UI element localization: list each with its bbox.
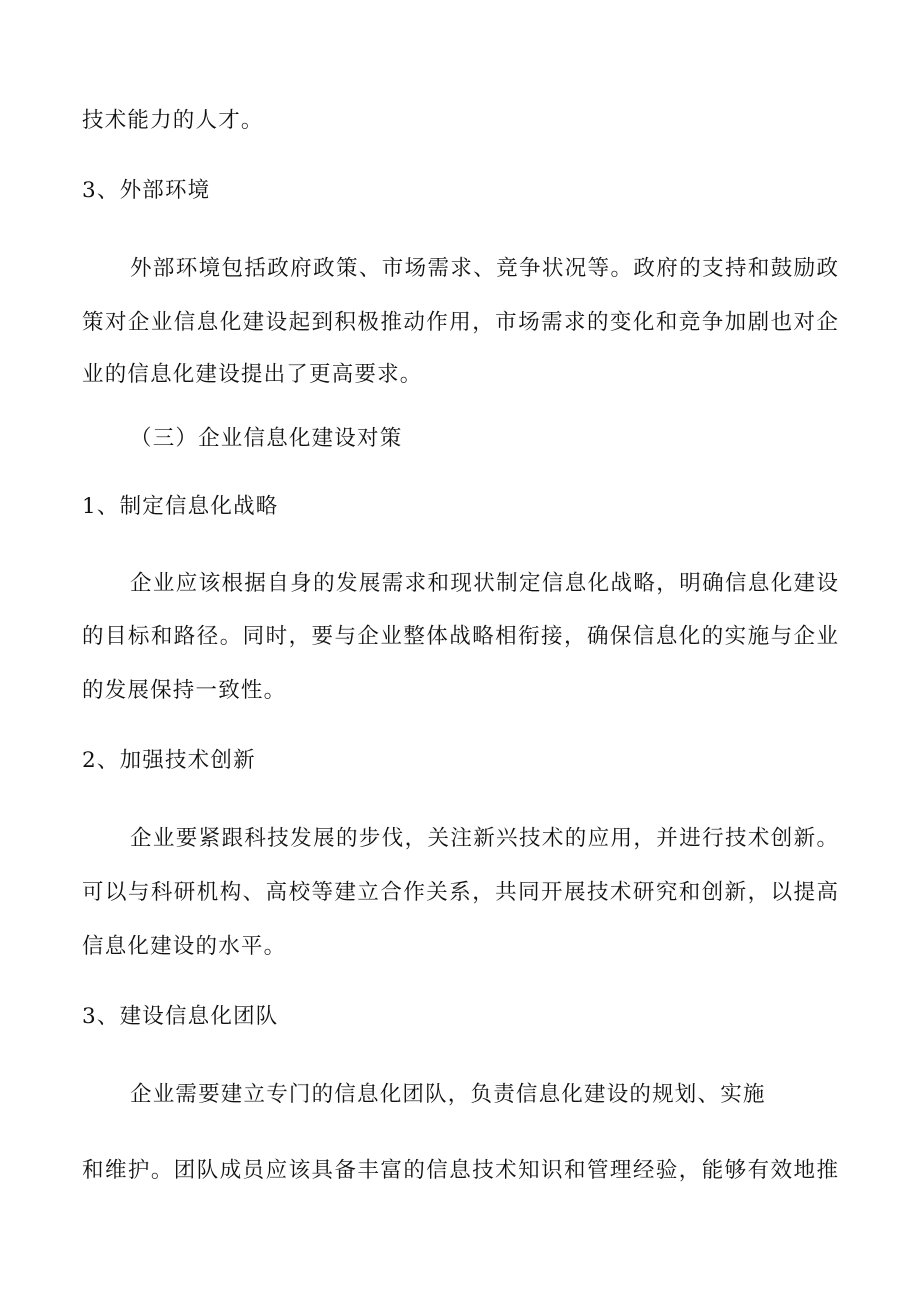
paragraph-line: 企业应该根据自身的发展需求和现状制定信息化战略，明确信息化建设 — [130, 571, 838, 596]
paragraph-line: 策对企业信息化建设起到积极推动作用，市场需求的变化和竞争加剧也对企 — [82, 310, 838, 335]
paragraph-line: 信息化建设的水平。 — [82, 934, 287, 959]
paragraph-line: 业的信息化建设提出了更高要求。 — [82, 362, 423, 387]
paragraph-line: 企业要紧跟科技发展的步伐，关注新兴技术的应用，并进行技术创新。 — [130, 826, 838, 851]
section-heading: 3、建设信息化团队 — [82, 1004, 279, 1029]
section-heading: 3、外部环境 — [82, 178, 211, 203]
paragraph-line: 企业需要建立专门的信息化团队，负责信息化建设的规划、实施 — [130, 1082, 766, 1107]
paragraph-line: 的发展保持一致性。 — [82, 678, 287, 703]
paragraph-line: 技术能力的人才。 — [82, 108, 264, 133]
paragraph-line: 外部环境包括政府政策、市场需求、竞争状况等。政府的支持和鼓励政 — [130, 256, 838, 281]
paragraph-line: 可以与科研机构、高校等建立合作关系，共同开展技术研究和创新，以提高 — [82, 880, 838, 905]
section-heading: 1、制定信息化战略 — [82, 494, 279, 519]
paragraph-line: 的目标和路径。同时，要与企业整体战略相衔接，确保信息化的实施与企业 — [82, 624, 838, 649]
subsection-heading: （三）企业信息化建设对策 — [130, 426, 403, 451]
paragraph-line: 和维护。团队成员应该具备丰富的信息技术知识和管理经验，能够有效地推 — [82, 1158, 838, 1183]
section-heading: 2、加强技术创新 — [82, 748, 256, 773]
